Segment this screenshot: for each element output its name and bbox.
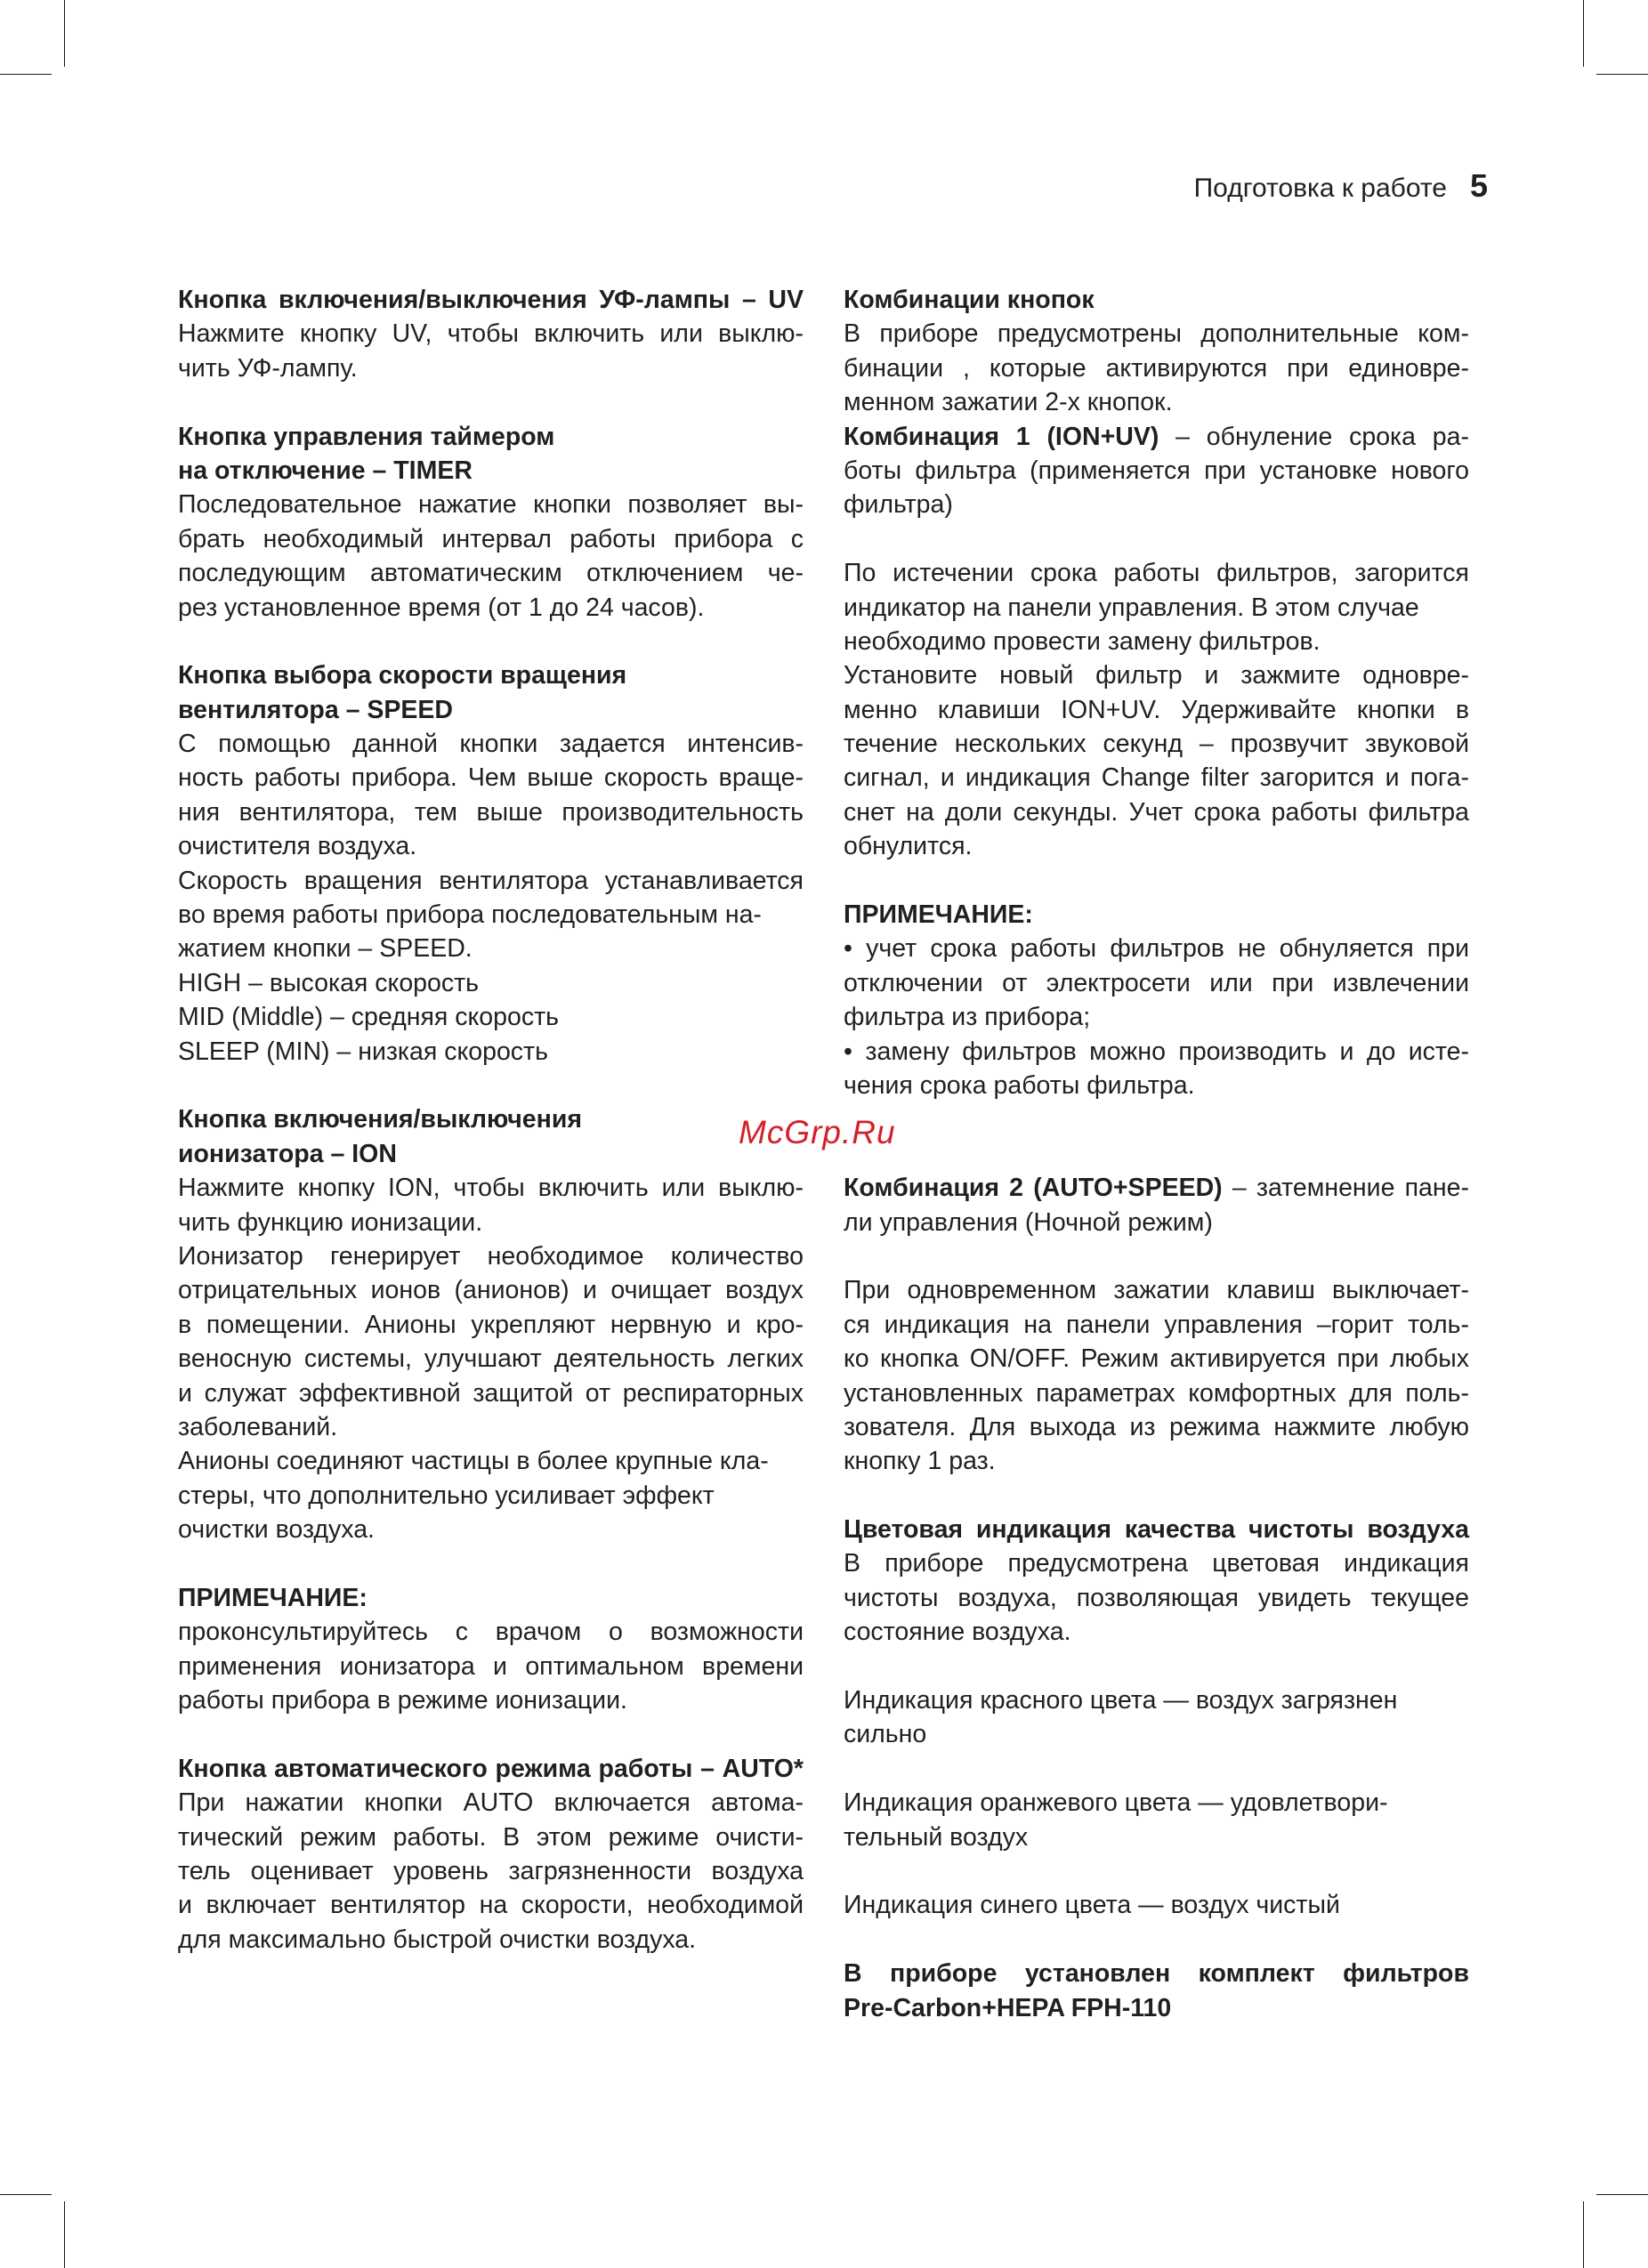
crop-mark (1596, 74, 1648, 75)
text-line: ли управления (Ночной режим) (844, 1207, 1213, 1237)
text-line: снет на доли секунды. Учет срока работы фильтра (844, 797, 1469, 827)
crop-mark (1596, 2194, 1648, 2195)
section-title: Подготовка к работе (1193, 174, 1447, 203)
text-line: кнопку 1 раз. (844, 1447, 996, 1476)
paragraph-gap (178, 625, 804, 658)
paragraph-gap (844, 522, 1469, 556)
text-line: тельный воздух (844, 1822, 1029, 1852)
heading-line: ПРИМЕЧАНИЕ: (844, 900, 1033, 930)
text-line: • учет срока работы фильтров не обнуляется при (844, 934, 1469, 964)
text-line: необходимо провести замену фильтров. (844, 626, 1321, 656)
text-line: очистки воздуха. (178, 1515, 375, 1545)
crop-mark (0, 74, 52, 75)
crop-mark (0, 2194, 52, 2195)
paragraph-gap (178, 1069, 804, 1102)
text-line: жатием кнопки – SPEED. (178, 934, 473, 964)
text-line: работы прибора в режиме ионизации. (178, 1686, 627, 1715)
text-line: и включает вентилятор на скорости, необходимой (178, 1891, 804, 1920)
text-line: Нажмите кнопку UV, чтобы включить или выклю- (178, 319, 804, 349)
paragraph-gap (844, 1650, 1469, 1683)
line-text: – затемнение пане- (1222, 1174, 1469, 1203)
right-column (844, 283, 1469, 2025)
heading-line: Цветовая индикация качества чистоты воздуха (844, 1515, 1469, 1545)
paragraph-gap (844, 1102, 1469, 1136)
page-number: 5 (1469, 167, 1488, 204)
text-line: в помещении. Анионы укрепляют нервную и кро- (178, 1310, 804, 1339)
text-line: Индикация оранжевого цвета — удовлетвори- (844, 1788, 1388, 1818)
text-line: установленных параметрах комфортных для поль- (844, 1378, 1469, 1408)
paragraph-gap (178, 1717, 804, 1751)
text-line: При одновременном зажатии клавиш выключает- (844, 1276, 1469, 1305)
paragraph-gap (844, 1479, 1469, 1513)
text-line: При нажатии кнопки AUTO включается автома- (178, 1788, 804, 1818)
text-line: ко кнопка ON/OFF. Режим активируется при любых (844, 1344, 1469, 1374)
text-line: тель оценивает уровень загрязненности воздуха (178, 1856, 804, 1885)
text-line: отключении от электросети или при извлечении (844, 968, 1469, 997)
paragraph-gap (844, 1752, 1469, 1786)
text-line: Установите новый фильтр и зажмите одновре- (844, 661, 1469, 690)
text-line: во время работы прибора последовательным на- (178, 900, 762, 930)
page-header (1194, 167, 1488, 205)
paragraph-gap (844, 1923, 1469, 1957)
text-line: Нажмите кнопку ION, чтобы включить или выклю- (178, 1174, 804, 1203)
text-line: заболеваний. (178, 1412, 338, 1441)
heading-line: ПРИМЕЧАНИЕ: (178, 1583, 368, 1612)
heading-line: Pre-Carbon+HEPA FPH-110 (844, 1993, 1172, 2022)
text-line: стеры, что дополнительно усиливает эффект (178, 1481, 715, 1510)
paragraph-gap (844, 864, 1469, 898)
text-line: ность работы прибора. Чем выше скорость враще- (178, 763, 804, 793)
heading-line: вентилятора – SPEED (178, 695, 453, 724)
crop-mark (64, 2201, 65, 2268)
text-line: брать необходимый интервал работы прибора с (178, 524, 804, 553)
text-line: для максимально быстрой очистки воздуха. (178, 1925, 697, 1954)
text-line: С помощью данной кнопки задается интенсив- (178, 730, 804, 759)
text-line: рез установленное время (от 1 до 24 часов). (178, 593, 705, 622)
text-line: состояние воздуха. (844, 1618, 1071, 1647)
left-column (178, 283, 804, 1957)
crop-mark (1583, 2201, 1584, 2268)
bold-lead: Комбинация 1 (ION+UV) (844, 422, 1159, 451)
text-line: менно клавиши ION+UV. Удерживайте кнопки в (844, 695, 1469, 724)
text-line: HIGH – высокая скорость (178, 968, 480, 997)
bold-lead: Комбинация 2 (AUTO+SPEED) (844, 1174, 1223, 1203)
paragraph-gap (844, 1239, 1469, 1273)
text-line: Последовательное нажатие кнопки позволяет вы- (178, 490, 804, 520)
text-line: • замену фильтров можно производить и до исте- (844, 1037, 1469, 1066)
text-line: ния вентилятора, тем выше производительность (178, 797, 804, 827)
heading-line: Кнопка включения/выключения УФ-лампы – UV (178, 286, 804, 314)
text-line: очистителя воздуха. (178, 832, 417, 861)
crop-mark (64, 0, 65, 67)
text-line: проконсультируйтесь с врачом о возможности (178, 1618, 804, 1647)
heading-line: на отключение – TIMER (178, 456, 473, 485)
text-line: Скорость вращения вентилятора устанавливается (178, 866, 804, 895)
heading-line: В приборе установлен комплект фильтров (844, 1959, 1469, 1989)
text-line: боты фильтра (применяется при установке нового (844, 456, 1469, 485)
text-line (844, 1171, 1469, 1205)
text-line: чения срока работы фильтра. (844, 1070, 1195, 1100)
text-line: Индикация красного цвета — воздух загрязнен (844, 1686, 1398, 1715)
paragraph-gap (178, 1546, 804, 1580)
text-line: индикатор на панели управления. В этом случае (844, 593, 1419, 622)
text-line: тический режим работы. В этом режиме очисти- (178, 1822, 804, 1852)
text-line: сильно (844, 1720, 927, 1749)
heading-line: Комбинации кнопок (844, 286, 1095, 314)
text-line: бинации , которые активируются при единовре- (844, 353, 1469, 383)
paragraph-gap (178, 385, 804, 419)
text-line: SLEEP (MIN) – низкая скорость (178, 1037, 548, 1066)
text-line: MID (Middle) – средняя скорость (178, 1003, 560, 1032)
text-line: течение нескольких секунд – прозвучит звуковой (844, 730, 1469, 759)
text-line: веносную системы, улучшают деятельность легких (178, 1344, 804, 1374)
text-line: В приборе предусмотрена цветовая индикация (844, 1549, 1469, 1578)
text-line: отрицательных ионов (анионов) и очищает воздух (178, 1276, 804, 1305)
text-line: менном зажатии 2-х кнопок. (844, 388, 1173, 417)
text-line: применения ионизатора и оптимальном времени (178, 1651, 804, 1681)
text-line: ся индикация на панели управления –горит толь- (844, 1310, 1469, 1339)
heading-line: Кнопка включения/выключения (178, 1105, 583, 1134)
watermark: McGrp.Ru (739, 1114, 896, 1150)
text-line: Индикация синего цвета — воздух чистый (844, 1891, 1340, 1920)
text-line: фильтра из прибора; (844, 1003, 1091, 1032)
heading-line: Кнопка автоматического режима работы – AUTO* (178, 1754, 804, 1783)
text-line: чить функцию ионизации. (178, 1207, 483, 1237)
text-line: Анионы соединяют частицы в более крупные кла- (178, 1447, 769, 1476)
text-line: Ионизатор генерирует необходимое количество (178, 1241, 804, 1271)
text-line: и служат эффективной защитой от респираторных (178, 1378, 804, 1408)
text-line: зователя. Для выхода из режима нажмите любую (844, 1412, 1469, 1441)
text-line: По истечении срока работы фильтров, загорится (844, 559, 1469, 588)
heading-line: Кнопка управления таймером (178, 422, 555, 451)
heading-line: Кнопка выбора скорости вращения (178, 661, 627, 690)
paragraph-gap (844, 1137, 1469, 1171)
text-line: обнулится. (844, 832, 973, 861)
text-line (844, 420, 1469, 454)
paragraph-gap (844, 1854, 1469, 1888)
text-line: фильтра) (844, 490, 953, 520)
text-line: последующим автоматическим отключением че- (178, 559, 804, 588)
text-line: чить УФ-лампу. (178, 353, 358, 383)
heading-line: ионизатора – ION (178, 1139, 397, 1168)
text-line: сигнал, и индикация Change filter загорится и пога- (844, 763, 1469, 793)
text-line: чистоты воздуха, позволяющая увидеть текущее (844, 1583, 1469, 1612)
line-text: – обнуление срока ра- (1159, 422, 1469, 451)
text-line: В приборе предусмотрены дополнительные ком- (844, 319, 1469, 349)
crop-mark (1583, 0, 1584, 67)
